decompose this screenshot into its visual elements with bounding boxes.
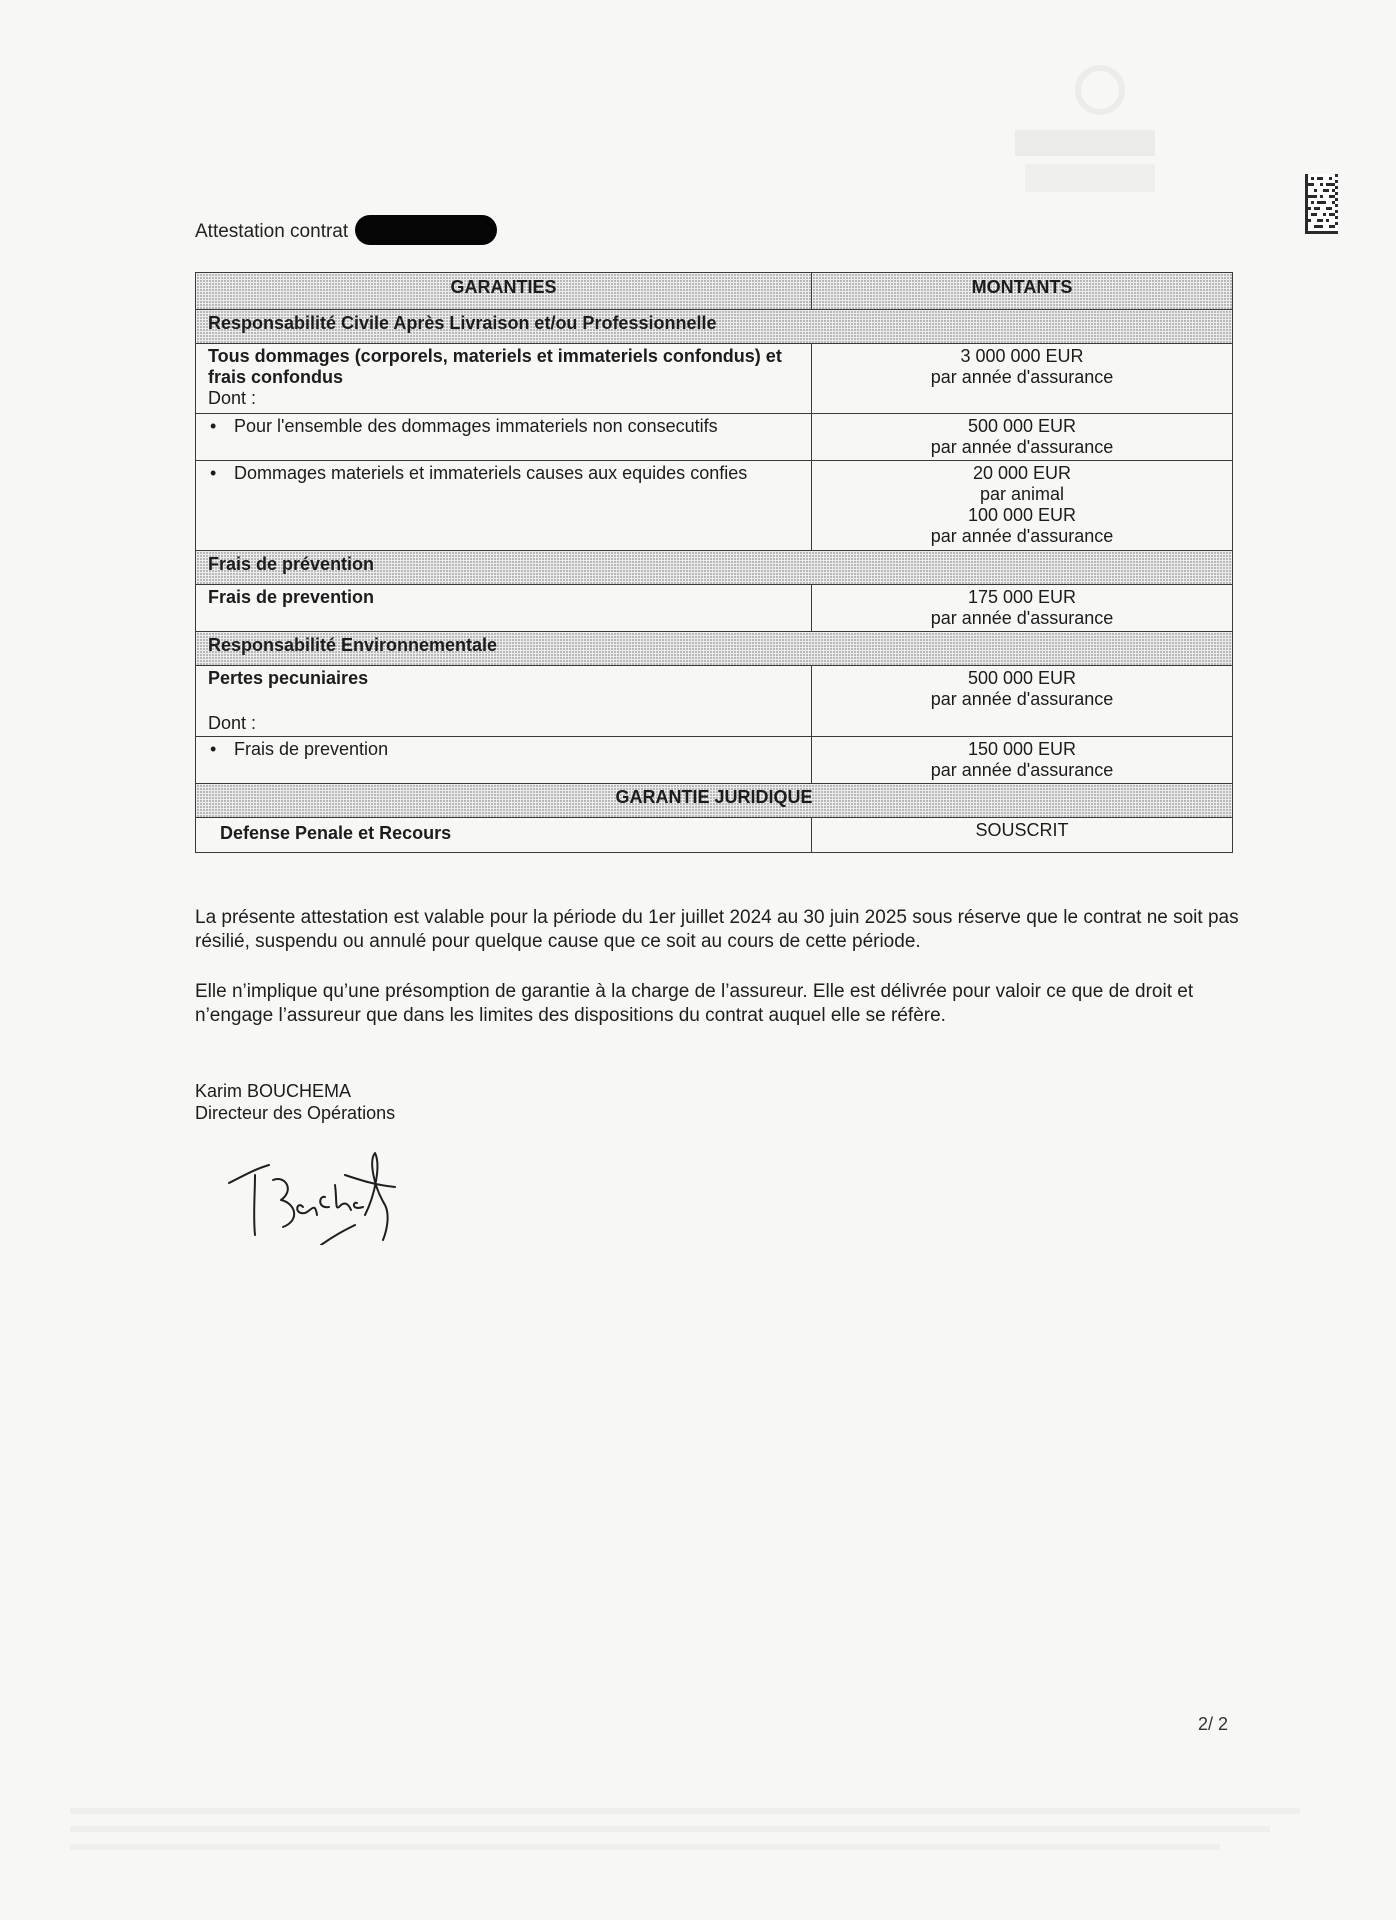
table-row: [196, 585, 1233, 632]
section-frais-prevention: Frais de prévention: [196, 551, 1233, 585]
amount-cell: [812, 344, 1233, 414]
signatory-name: Karim BOUCHEMA: [195, 1081, 352, 1101]
guarantee-cell: [196, 461, 812, 551]
guarantee-label-equides: Dommages materiels et immateriels causes aux equides confies: [234, 463, 748, 483]
bullet-icon: •: [210, 463, 217, 483]
amount-unit: par animal: [979, 484, 1065, 504]
amount-value: 500 000 EUR: [967, 416, 1077, 436]
amount-cell: [812, 414, 1233, 461]
section-row-env: [196, 632, 1233, 666]
validity-paragraph: La présente attestation est valable pour la période du 1er juillet 2024 au 30 juin 2025 sous réserve que le contrat ne soit pas résilié, suspendu ou annulé pour quelque cause que ce soit au cours de cette période.: [195, 907, 1239, 952]
show-through-logo: [1005, 60, 1165, 200]
amount-period: par année d'assurance: [930, 608, 1114, 628]
table-row: [196, 818, 1233, 853]
section-responsabilite-civile: Responsabilité Civile Après Livraison et/ou Professionnelle: [196, 310, 1233, 344]
guarantee-cell: [196, 737, 812, 784]
guarantee-label-immateriels: Pour l'ensemble des dommages immateriels non consecutifs: [234, 416, 718, 436]
amount-period: par année d'assurance: [930, 437, 1114, 457]
amount-value-souscrit: SOUSCRIT: [975, 820, 1069, 840]
attestation-title: [195, 217, 497, 247]
table-row: [196, 344, 1233, 414]
section-responsabilite-environnementale: Responsabilité Environnementale: [196, 632, 1233, 666]
section-row-rc: [196, 310, 1233, 344]
guarantee-cell: [196, 414, 812, 461]
amount-cell: [812, 461, 1233, 551]
amount-period: par année d'assurance: [930, 689, 1114, 709]
guarantee-label-tous-dommages: Tous dommages (corporels, materiels et immateriels confondus) et frais confondus: [208, 346, 782, 387]
page-number: 2/ 2: [1198, 1714, 1229, 1734]
amount-value: 175 000 EUR: [967, 587, 1077, 607]
presumption-paragraph: Elle n’implique qu’une présomption de garantie à la charge de l’assureur. Elle est délivrée pour valoir ce que de droit et n’engage l’assureur que dans les limites des dispositions du contrat auquel elle se réfère.: [195, 981, 1194, 1026]
guarantee-label-frais-prevention: Frais de prevention: [208, 587, 375, 607]
bullet-icon: •: [210, 416, 217, 436]
amount-period: par année d'assurance: [930, 760, 1114, 780]
guarantee-label-frais-prevention-env: Frais de prevention: [234, 739, 389, 759]
guarantee-cell: [196, 585, 812, 632]
header-garanties: GARANTIES: [196, 273, 812, 310]
bullet-icon: •: [210, 739, 217, 759]
amount-cell: [812, 585, 1233, 632]
amount-value: 3 000 000 EUR: [960, 346, 1084, 366]
section-row-frais: [196, 551, 1233, 585]
table-row: [196, 737, 1233, 784]
amount-cell: [812, 818, 1233, 853]
guarantees-table: [195, 272, 1233, 853]
guarantee-label-pertes: Pertes pecuniaires: [208, 668, 369, 688]
guarantee-cell: [196, 344, 812, 414]
section-row-juridique: [196, 784, 1233, 818]
table-row: [196, 461, 1233, 551]
amount-value: 20 000 EUR: [972, 463, 1072, 483]
attestation-title-label: Attestation contrat: [195, 221, 349, 243]
amount-value: 500 000 EUR: [967, 668, 1077, 688]
dont-label: Dont :: [208, 388, 257, 408]
signatory-block: [195, 1080, 395, 1124]
amount-period: par année d'assurance: [930, 526, 1114, 546]
guarantee-label-defense: Defense Penale et Recours: [220, 823, 452, 843]
show-through-footer: [70, 1800, 1300, 1880]
guarantee-cell: [196, 818, 812, 853]
amount-value: 100 000 EUR: [967, 505, 1077, 525]
table-header-row: [196, 273, 1233, 310]
table-row: [196, 414, 1233, 461]
amount-cell: [812, 666, 1233, 737]
signatory-role: Directeur des Opérations: [195, 1103, 396, 1123]
guarantee-cell: [196, 666, 812, 737]
datamatrix-code: [1305, 173, 1338, 235]
amount-period: par année d'assurance: [930, 367, 1114, 387]
amount-value: 150 000 EUR: [967, 739, 1077, 759]
amount-cell: [812, 737, 1233, 784]
section-garantie-juridique: GARANTIE JURIDIQUE: [196, 784, 1233, 818]
redacted-contract-number: [355, 215, 497, 245]
handwritten-signature: [225, 1145, 415, 1245]
dont-label: Dont :: [208, 713, 257, 733]
table-row: [196, 666, 1233, 737]
header-montants: MONTANTS: [812, 273, 1233, 310]
